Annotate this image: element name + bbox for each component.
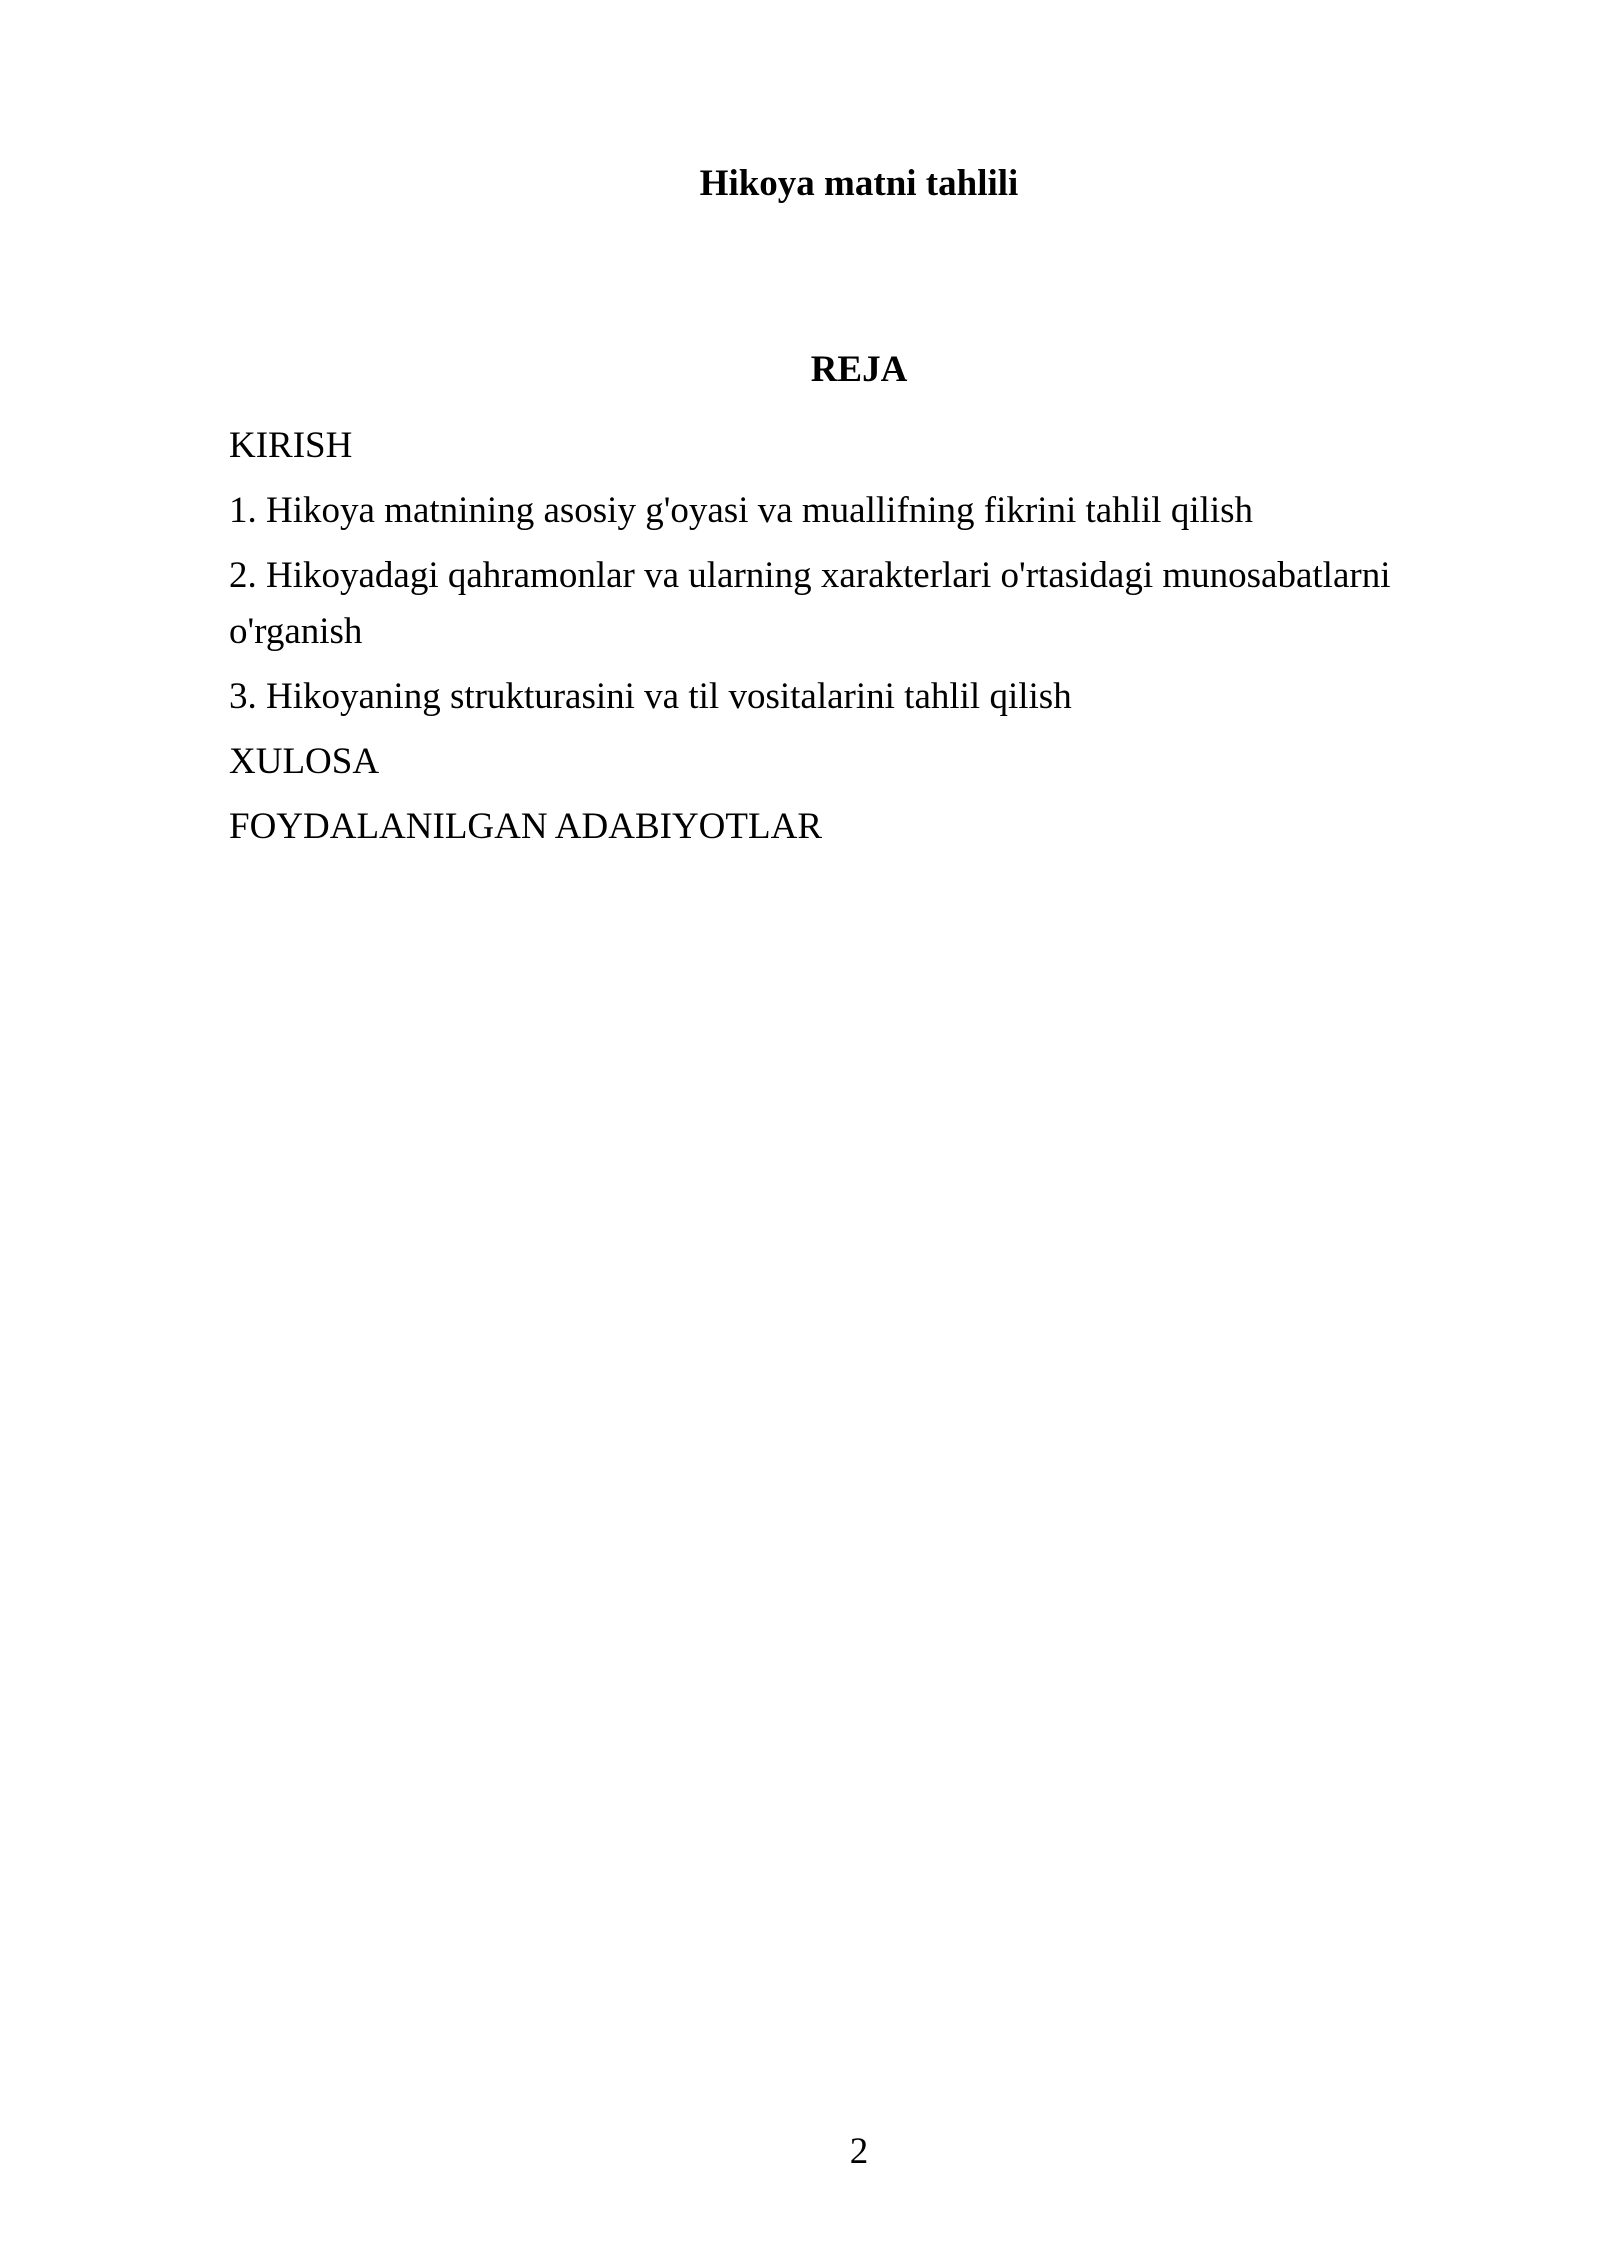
plan-item-2: 2. Hikoyadagi qahramonlar va ularning xarakterlari o'rtasidagi munosabatlarni o'rganish bbox=[229, 555, 1391, 652]
plan-list bbox=[229, 418, 1414, 864]
plan-item-3: 3. Hikoyaning strukturasini va til vositalarini tahlil qilish bbox=[229, 676, 1072, 717]
plan-item-conclusion: XULOSA bbox=[229, 741, 380, 782]
plan-item-1: 1. Hikoya matnining asosiy g'oyasi va muallifning fikrini tahlil qilish bbox=[229, 490, 1254, 531]
plan-heading: REJA bbox=[810, 349, 908, 390]
plan-item-introduction: KIRISH bbox=[229, 425, 353, 466]
document-title: Hikoya matni tahlili bbox=[699, 163, 1019, 204]
plan-item-references: FOYDALANILGAN ADABIYOTLAR bbox=[229, 806, 822, 847]
page-number: 2 bbox=[849, 2131, 869, 2172]
